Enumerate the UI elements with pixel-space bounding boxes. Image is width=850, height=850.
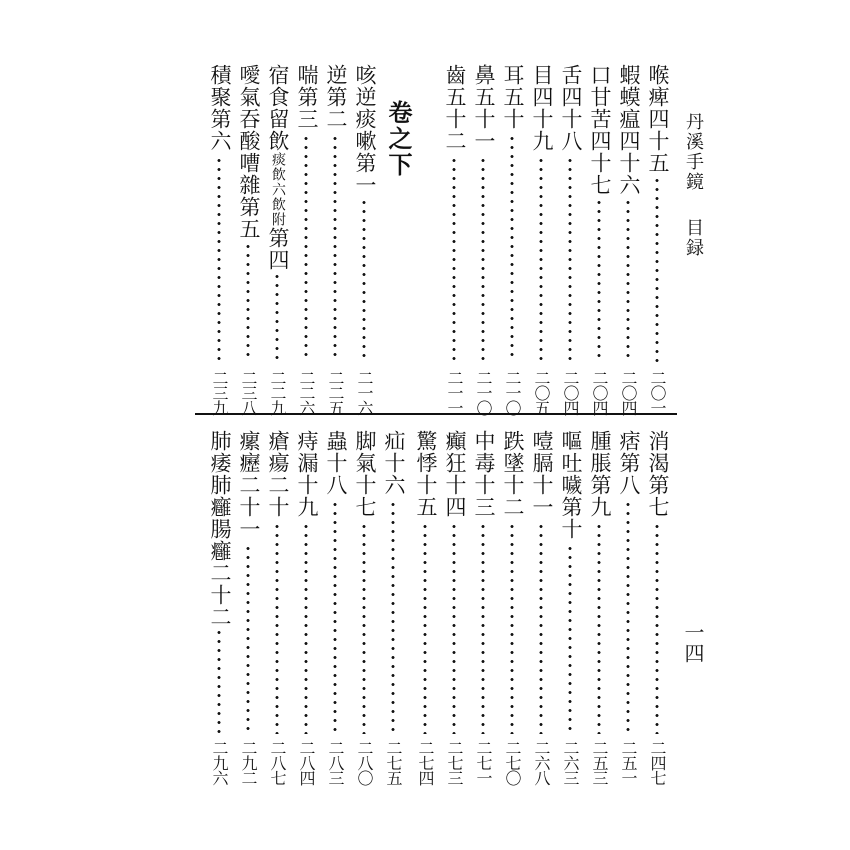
toc-entry-page: 二三九 xyxy=(210,370,229,415)
toc-entry-title-main: 宿食留飲 xyxy=(266,64,290,152)
page-number: 一四 xyxy=(681,622,705,664)
leader-dots xyxy=(626,198,630,362)
leader-dots xyxy=(568,544,572,734)
toc-entry-title[interactable]: 逆第二 xyxy=(324,64,348,130)
toc-entry-title[interactable]: 驚悸十五 xyxy=(414,430,438,518)
toc-entry-title[interactable]: 鼻五十一 xyxy=(472,64,496,152)
toc-entry-page: 二八三 xyxy=(326,740,345,785)
toc-entry-title[interactable]: 肺痿肺癰腸癰二十二 xyxy=(208,430,232,628)
toc-entry-title[interactable]: 跌墜十二 xyxy=(501,430,525,518)
leader-dots xyxy=(423,522,427,734)
running-header-title: 丹溪手鏡 xyxy=(683,112,704,192)
leader-dots xyxy=(275,522,279,734)
toc-entry-title[interactable]: 蟲十八 xyxy=(324,430,348,496)
toc-entry-page: 二〇四 xyxy=(590,370,609,415)
toc-entry-page: 二六三 xyxy=(561,740,580,785)
leader-dots xyxy=(333,134,337,362)
toc-entry-title[interactable]: 舌四十八 xyxy=(559,64,583,152)
leader-dots xyxy=(510,522,514,734)
toc-entry-title-end: 第四 xyxy=(266,227,290,271)
toc-entry-page: 二〇四 xyxy=(619,370,638,415)
toc-entry-title[interactable]: 脚氣十七 xyxy=(353,430,377,518)
leader-dots xyxy=(304,134,308,362)
leader-dots xyxy=(510,134,514,362)
toc-entry-title[interactable]: 腫脹第九 xyxy=(588,430,612,518)
toc-entry-page: 二一〇 xyxy=(503,370,522,415)
leader-dots xyxy=(362,198,366,362)
toc-entry-page: 二〇五 xyxy=(532,370,551,415)
leader-dots xyxy=(452,156,456,362)
toc-entry-page: 二九二 xyxy=(239,740,258,785)
toc-entry-page: 二六八 xyxy=(532,740,551,785)
toc-entry-title[interactable]: 齒五十二 xyxy=(443,64,467,152)
toc-entry-page: 二五一 xyxy=(619,740,638,785)
toc-entry-title[interactable]: 咳逆痰嗽第一 xyxy=(353,64,377,196)
toc-entry-title[interactable]: 疝十六 xyxy=(382,430,406,496)
toc-entry-page: 二四七 xyxy=(648,740,667,785)
toc-entry-page: 二五三 xyxy=(590,740,609,785)
toc-entry-title[interactable]: 目四十九 xyxy=(530,64,554,152)
toc-entry-title[interactable]: 痞第八 xyxy=(617,430,641,496)
leader-dots xyxy=(539,156,543,362)
toc-entry-page: 二〇四 xyxy=(561,370,580,415)
running-header-section: 目録 xyxy=(683,218,704,258)
leader-dots xyxy=(481,522,485,734)
toc-entry-title[interactable]: 瘰癧二十一 xyxy=(237,430,261,540)
toc-entry-page: 二七一 xyxy=(474,740,493,785)
toc-entry-page: 二二九 xyxy=(268,370,287,415)
leader-dots xyxy=(597,522,601,734)
leader-dots xyxy=(655,176,659,362)
toc-entry-title[interactable]: 消渴第七 xyxy=(646,430,670,518)
toc-entry-title[interactable]: 痔漏十九 xyxy=(295,430,319,518)
leader-dots xyxy=(275,272,279,362)
toc-entry-page: 二七〇 xyxy=(503,740,522,785)
toc-entry-page: 二三八 xyxy=(239,370,258,415)
toc-entry-note: 痰飲六飲附 xyxy=(270,152,286,227)
volume-heading: 卷之下 xyxy=(384,100,413,178)
leader-dots xyxy=(452,522,456,734)
toc-entry-title[interactable]: 噎膈十一 xyxy=(530,430,554,518)
leader-dots xyxy=(217,156,221,362)
leader-dots xyxy=(362,522,366,734)
toc-entry-title[interactable]: 蝦蟆瘟四十六 xyxy=(617,64,641,196)
toc-entry-title[interactable]: 積聚第六 xyxy=(208,64,232,152)
leader-dots xyxy=(246,544,250,734)
leader-dots xyxy=(333,500,337,734)
toc-entry-title[interactable]: 喘第三 xyxy=(295,64,319,130)
toc-entry-page: 二一一 xyxy=(445,370,464,415)
toc-entry-page: 二八〇 xyxy=(355,740,374,785)
toc-entry-title[interactable]: 喉痺四十五 xyxy=(646,64,670,174)
leader-dots xyxy=(304,522,308,734)
toc-entry-page: 二〇一 xyxy=(648,370,667,415)
toc-entry-page: 二一〇 xyxy=(474,370,493,415)
leader-dots xyxy=(217,628,221,734)
toc-entry-page: 二八四 xyxy=(297,740,316,785)
toc-entry-page: 二八七 xyxy=(268,740,287,785)
leader-dots xyxy=(246,242,250,362)
leader-dots xyxy=(539,522,543,734)
toc-entry-title[interactable]: 癲狂十四 xyxy=(443,430,467,518)
toc-entry-title[interactable]: 嘔吐噦第十 xyxy=(559,430,583,540)
leader-dots xyxy=(568,156,572,362)
toc-entry-title[interactable]: 噯氣吞酸嘈雜第五 xyxy=(237,64,261,240)
toc-entry-page: 二二五 xyxy=(326,370,345,415)
toc-entry-page: 二一六 xyxy=(355,370,374,415)
leader-dots xyxy=(597,198,601,362)
leader-dots xyxy=(626,500,630,734)
toc-entry-title[interactable]: 口甘苦四十七 xyxy=(588,64,612,196)
toc-entry-title[interactable] xyxy=(267,64,288,271)
toc-entry-page: 二九六 xyxy=(210,740,229,785)
toc-entry-title[interactable]: 中毒十三 xyxy=(472,430,496,518)
toc-entry-title[interactable]: 耳五十 xyxy=(501,64,525,130)
toc-entry-page: 二七四 xyxy=(416,740,435,785)
toc-entry-page: 二七五 xyxy=(384,740,403,785)
leader-dots xyxy=(391,500,395,734)
leader-dots xyxy=(655,522,659,734)
toc-entry-page: 二二六 xyxy=(297,370,316,415)
leader-dots xyxy=(481,156,485,362)
toc-entry-page: 二七三 xyxy=(445,740,464,785)
toc-entry-title[interactable]: 瘡瘍二十 xyxy=(266,430,290,518)
